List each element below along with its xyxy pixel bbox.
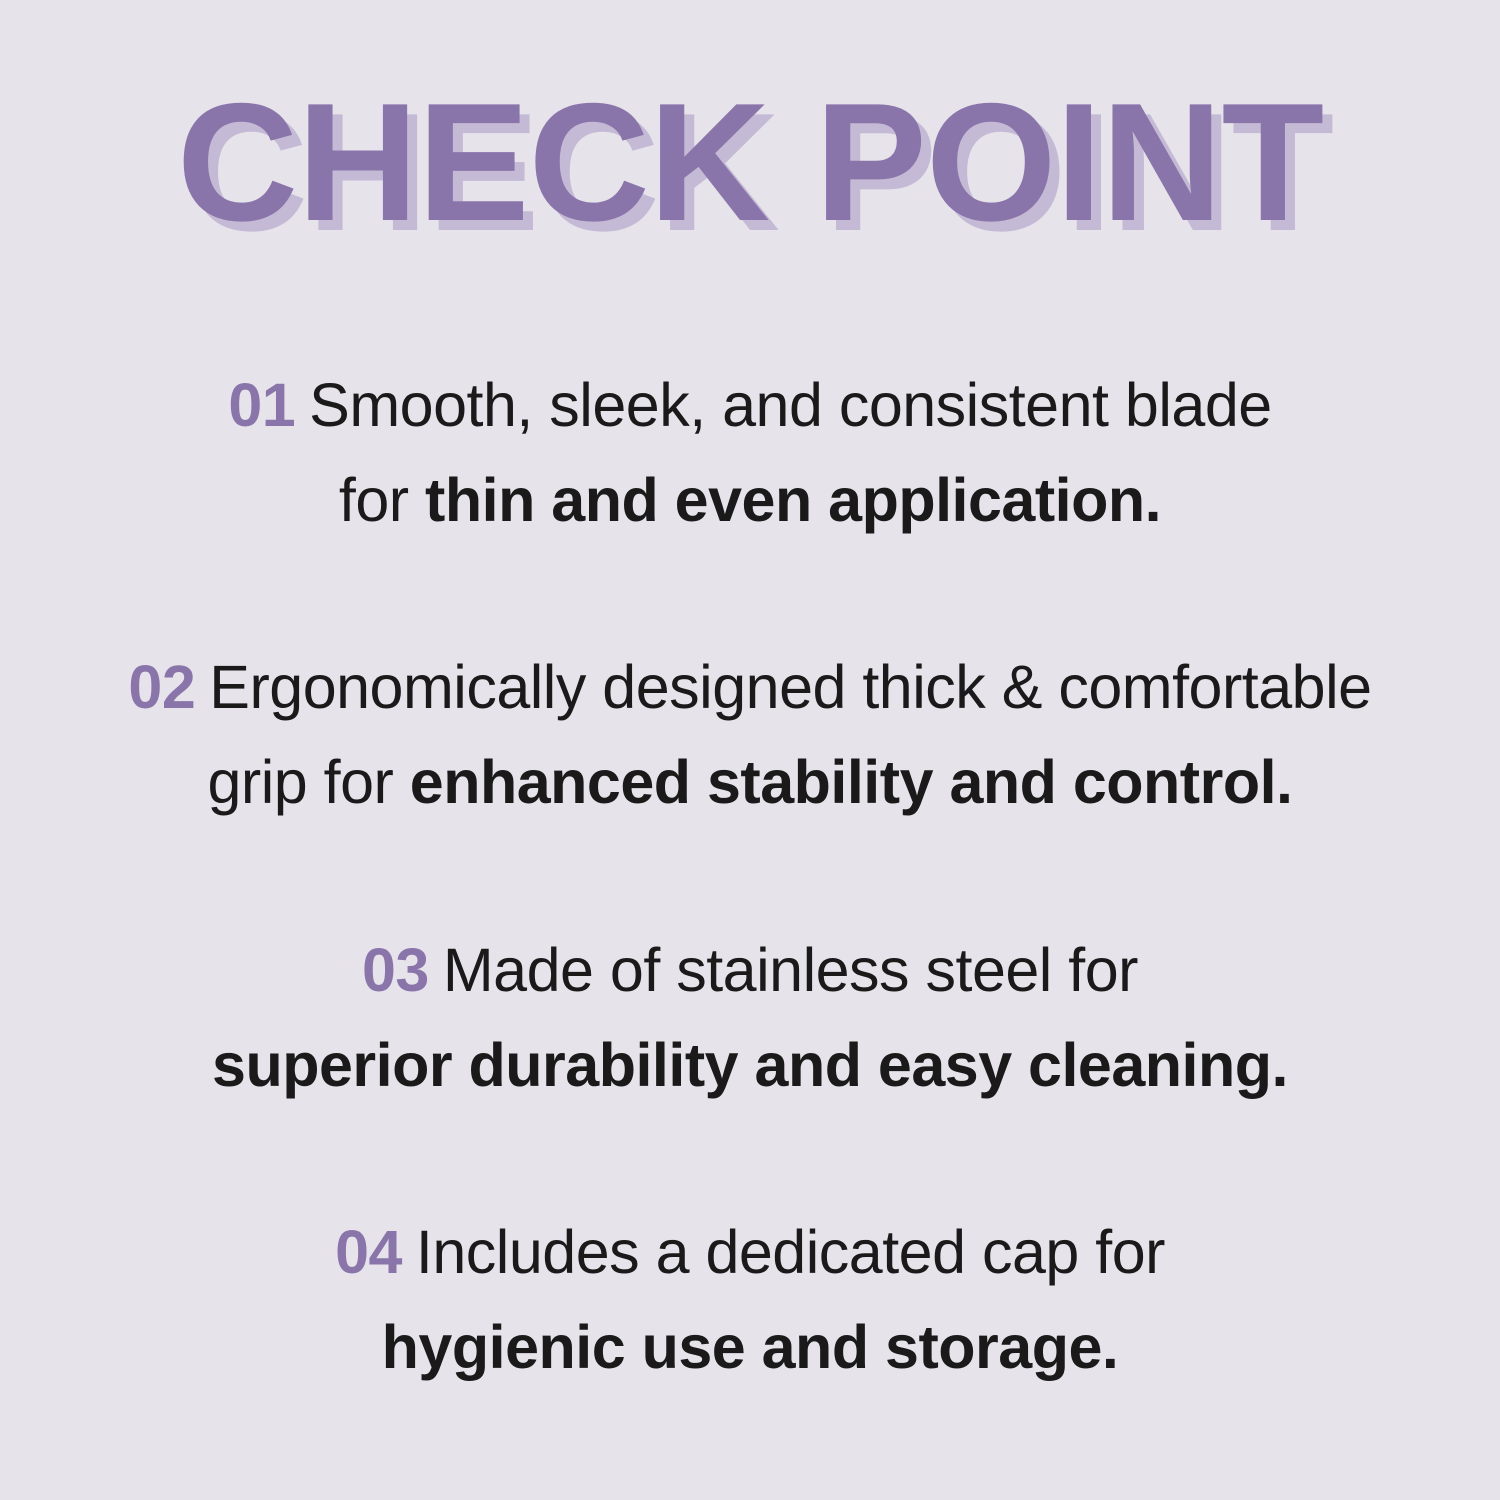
checkpoint-text-bold: hygienic use and storage. [381, 1313, 1119, 1382]
checkpoint-number: 01 [228, 371, 296, 439]
checkpoint-text-normal: grip for [207, 748, 410, 817]
checkpoint-item-01 [0, 358, 1500, 548]
checkpoint-text-bold: thin and even application. [425, 466, 1162, 535]
checkpoint-text: Ergonomically designed thick & comfortable [209, 653, 1372, 722]
checkpoint-list [0, 358, 1500, 1487]
checkpoint-text: Smooth, sleek, and consistent blade [309, 371, 1272, 439]
checkpoint-line2 [0, 1300, 1500, 1395]
checkpoint-text: Includes a dedicated cap for [415, 1217, 1165, 1286]
checkpoint-line1 [0, 358, 1500, 453]
checkpoint-line1 [0, 923, 1500, 1018]
checkpoint-text-normal: for [338, 466, 426, 535]
checkpoint-line1 [0, 640, 1500, 735]
checkpoint-text: Made of stainless steel for [442, 935, 1138, 1004]
page-title: CHECK POINT [176, 68, 1324, 256]
checkpoint-line1 [0, 1205, 1500, 1300]
checkpoint-line2 [0, 1018, 1500, 1113]
checkpoint-number: 04 [335, 1217, 402, 1286]
checkpoint-text-bold: enhanced stability and control. [409, 748, 1293, 817]
checkpoint-number: 02 [128, 653, 196, 722]
checkpoint-line2 [0, 453, 1500, 548]
checkpoint-item-04 [0, 1205, 1500, 1395]
checkpoint-line2 [0, 735, 1500, 830]
checkpoint-number: 03 [362, 935, 429, 1004]
checkpoint-item-03 [0, 923, 1500, 1113]
checkpoint-text-bold: superior durability and easy cleaning. [212, 1030, 1288, 1099]
checkpoint-item-02 [0, 640, 1500, 830]
